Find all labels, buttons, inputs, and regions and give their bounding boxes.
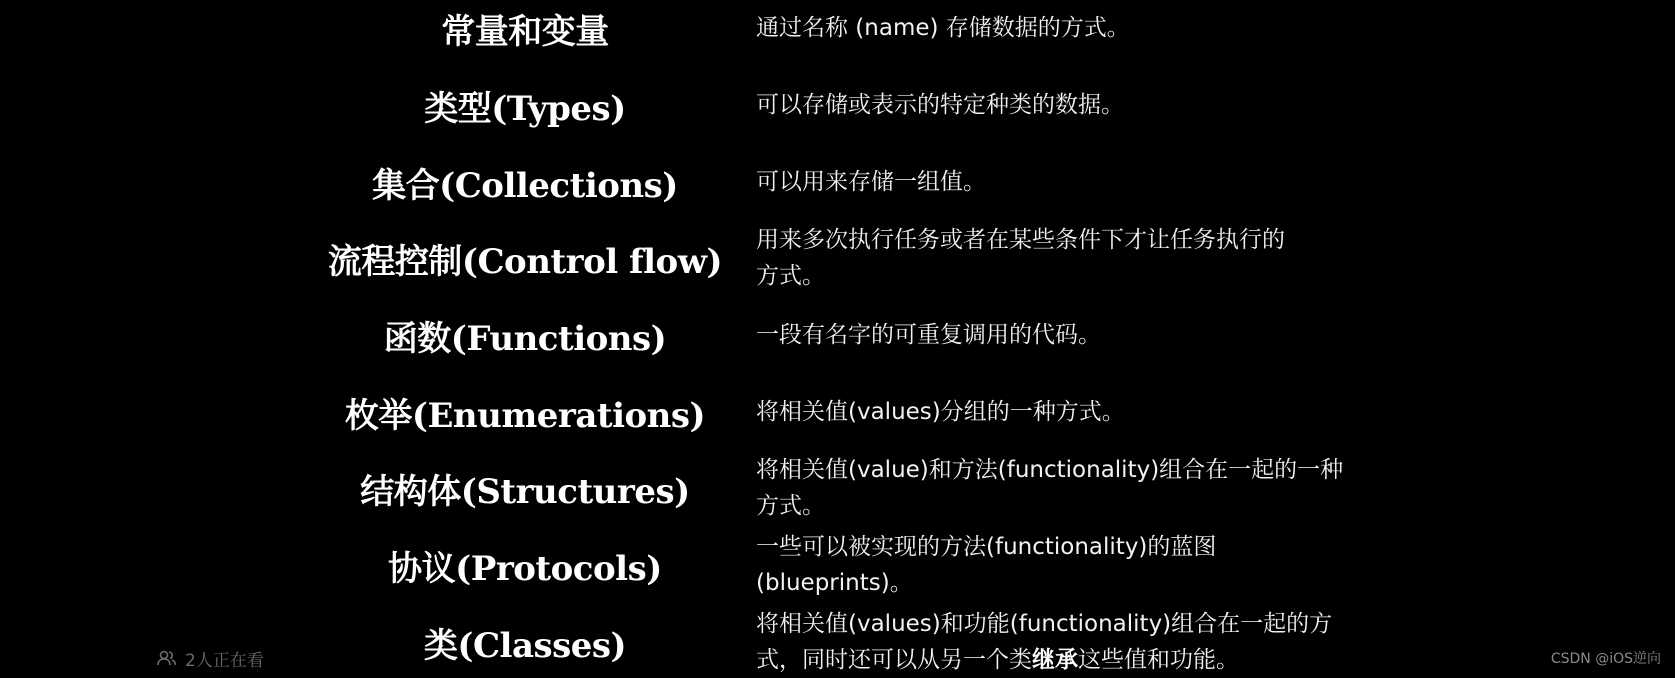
- description-line: 用来多次执行任务或者在某些条件下才让任务执行的: [756, 227, 1285, 253]
- concept-term: 函数(Functions): [383, 318, 667, 359]
- concept-row-constants-variables: [0, 0, 1675, 64]
- concept-row-enumerations: [0, 376, 1675, 448]
- concept-description: [756, 452, 1356, 524]
- watermark: CSDN @iOS逆向: [1550, 651, 1661, 667]
- concept-description: [756, 222, 1356, 294]
- concept-row-collections: [0, 146, 1675, 218]
- concept-row-control-flow: [0, 222, 1675, 294]
- description-line-tail: 这些值和功能。: [1078, 647, 1239, 673]
- description-emphasis: 继承: [1032, 647, 1078, 673]
- description-line: 通过名称 (name) 存储数据的方式。: [756, 15, 1130, 41]
- concept-description: [756, 299, 1356, 371]
- description-line: 可以存储或表示的特定种类的数据。: [756, 92, 1124, 118]
- concept-term: 枚举(Enumerations): [344, 395, 706, 436]
- concept-description: [756, 0, 1356, 64]
- concept-row-protocols: [0, 529, 1675, 601]
- concept-row-structures: [0, 452, 1675, 524]
- concept-term: 协议(Protocols): [388, 548, 662, 589]
- description-line: 式，同时还可以从另一个类: [756, 647, 1032, 673]
- description-line: 可以用来存储一组值。: [756, 169, 986, 195]
- concept-term: 结构体(Structures): [360, 471, 690, 512]
- description-line: 一段有名字的可重复调用的代码。: [756, 322, 1101, 348]
- concept-description: [756, 146, 1356, 218]
- concept-description: [756, 529, 1356, 601]
- description-line: 将相关值(values)分组的一种方式。: [756, 399, 1125, 425]
- viewer-count: [157, 646, 264, 670]
- concept-description: [756, 606, 1356, 678]
- concept-term: 流程控制(Control flow): [327, 241, 723, 282]
- description-line: 方式。: [756, 263, 825, 289]
- description-line: 方式。: [756, 493, 825, 519]
- concept-description: [756, 69, 1356, 141]
- concept-row-functions: [0, 299, 1675, 371]
- description-line: 一些可以被实现的方法(functionality)的蓝图(blueprints)。: [756, 534, 1217, 596]
- concept-description: [756, 376, 1356, 448]
- description-line: 将相关值(values)和功能(functionality)组合在一起的方: [756, 611, 1333, 637]
- viewer-count-text: 2人正在看: [185, 650, 264, 671]
- concept-term: 类(Classes): [423, 625, 627, 666]
- concept-term: 常量和变量: [441, 11, 609, 52]
- people-icon: [157, 650, 177, 666]
- description-line: 将相关值(value)和方法(functionality)组合在一起的一种: [756, 457, 1344, 483]
- concept-row-types: [0, 69, 1675, 141]
- concept-term: 集合(Collections): [372, 165, 678, 206]
- concept-term: 类型(Types): [424, 88, 626, 129]
